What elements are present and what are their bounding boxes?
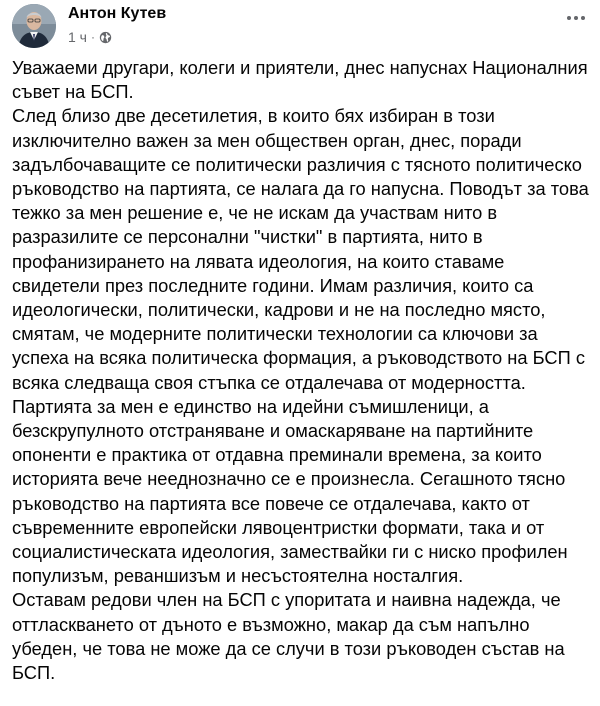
avatar[interactable] (12, 4, 56, 48)
post-text-line: успеха на всяка политическа формация, а ръководството на БСП с (12, 347, 585, 369)
post-text-line: ръководство на партията, се налага да го напусна. Поводът за това (12, 178, 589, 200)
post-text-line: популизъм, реваншизъм и несъстоятелна носталгия. (12, 565, 464, 587)
post-text-line: изключително важен за мен обществен орган, днес, поради (12, 129, 522, 151)
post-text-line: социалистическата идеология, замествайки ги с ниско профилен (12, 541, 568, 563)
post-text-line: съвет на БСП. (12, 81, 134, 103)
post-meta (68, 28, 112, 46)
post-timestamp[interactable]: 1 ч (68, 29, 87, 45)
post-text-line: оттласкването от дъното е възможно, макар да съм напълно (12, 613, 530, 635)
post-text-line: профанизирането на лявата идеология, на които ставаме (12, 250, 505, 272)
author-name[interactable]: Антон Кутев (68, 5, 167, 22)
post-text-line: След близо две десетилетия, в които бях избиран в този (12, 105, 495, 127)
post-text-line: ръководство на партията все повече се отдалечава, както от (12, 492, 530, 514)
post-text-line: Партията за мен е единство на идейни съмишленици, а (12, 395, 489, 417)
post-text-line: всяка следваща своя стъпка се отдалечава от модерността. (12, 371, 526, 393)
more-options-icon[interactable] (560, 6, 592, 30)
post-text-line: идеологически, политически, кадрови и не на последно място, (12, 299, 546, 321)
post-text-line: опоненти е практика от отдавна преминали времена, за които (12, 444, 542, 466)
meta-separator: · (90, 30, 95, 44)
post-text-line: тежко за мен решение е, че не искам да участвам нито в (12, 202, 498, 224)
post-text-line: разразилите се персонални "чистки" в партията, нито в (12, 226, 483, 248)
post-text-line: БСП. (12, 662, 56, 684)
post-text-line: задълбочаващите се политически различия с тясното политическо (12, 153, 582, 175)
post-text-line: Уважаеми другари, колеги и приятели, днес напуснах Националния (12, 57, 588, 78)
globe-icon[interactable] (99, 31, 112, 44)
post-text-line: убеден, че това не може да се случи в този ръководен състав на (12, 637, 565, 659)
post-text-line: свидетели през последните години. Имам различия, които са (12, 274, 534, 296)
post-text-line: смятам, че модерните политически технологии са ключови за (12, 323, 538, 345)
post-text-line: историята вече нееднозначно се е произнесла. Сегашното тясно (12, 468, 566, 490)
post-text-line: безскрупулното отстраняване и омаскаряване на партийните (12, 420, 534, 442)
post-text-line: Оставам редови член на БСП с упоритата и наивна надежда, че (12, 589, 561, 611)
post-text-line: съвременните европейски лявоцентристки формати, така и от (12, 516, 545, 538)
post-text (12, 56, 592, 685)
post-header (8, 2, 592, 54)
profile-photo-icon (12, 4, 56, 48)
